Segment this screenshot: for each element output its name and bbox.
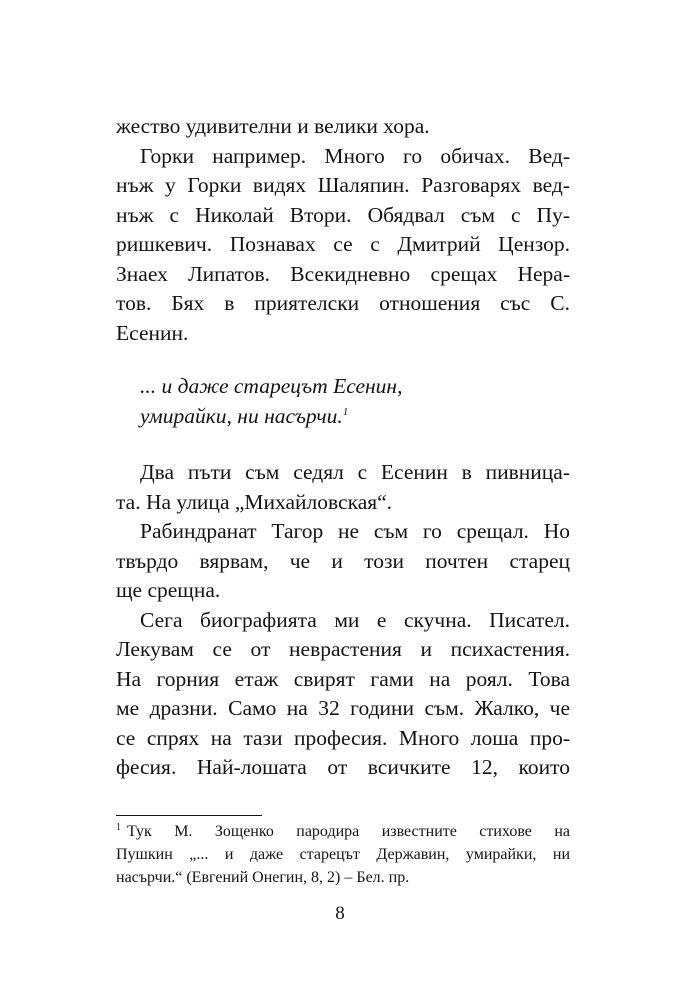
- footnote-reference: 1: [342, 405, 349, 418]
- text-line: фесия. Най-лошата от всичките 12, които: [116, 755, 570, 779]
- text-line: Лекувам се от неврастения и психастения.: [116, 637, 570, 661]
- text-line: тов. Бях в приятелски отношения със С.: [116, 291, 570, 315]
- verse-quote: [140, 372, 402, 431]
- text-line: нъж с Николай Втори. Обядвал съм с Пу-: [116, 202, 570, 227]
- footnote: [116, 820, 570, 889]
- text-line: нъж у Горки видях Шаляпин. Разговарях вед-: [116, 173, 570, 197]
- text-line: Горки например. Много го обичах. Вед-: [140, 143, 570, 168]
- text-line: Сега биографията ми е скучна. Писател.: [140, 607, 570, 632]
- quote-line-last: [140, 402, 402, 432]
- text-line: ме дразни. Само на 32 години съм. Жалко, че: [116, 696, 570, 720]
- text-line: се спрях на тази професия. Много лоша про-: [116, 725, 570, 750]
- footnote-divider: [116, 815, 262, 816]
- text-line: та. На улица „Михайловская“.: [116, 489, 393, 514]
- footnote-text: Тук М. Зощенко пародира известните стихове на: [127, 823, 570, 840]
- text-line: Есенин.: [116, 320, 189, 345]
- text-line: жество удивителни и велики хора.: [116, 114, 430, 138]
- text-line: ришкевич. Познавах се с Дмитрий Цензор.: [116, 232, 570, 256]
- quote-line-text: умирайки, ни насърчи.: [140, 403, 343, 428]
- page-number: 8: [335, 903, 345, 924]
- main-text-lower: [116, 458, 570, 783]
- text-line: На горния етаж свирят гами на роял. Това: [116, 666, 570, 691]
- main-text-upper: [116, 112, 570, 348]
- text-line: Знаех Липатов. Всекидневно срещах Нера-: [116, 261, 570, 286]
- text-line: Два пъти съм седял с Есенин в пивница-: [140, 460, 570, 484]
- text-line: твърдо вярвам, че и този почтен старец: [116, 548, 570, 573]
- footnote-marker: 1: [116, 821, 121, 833]
- quote-line: ... и даже старецът Есенин,: [140, 374, 403, 398]
- footnote-line: насърчи.“ (Евгений Онегин, 8, 2) – Бел. пр.: [116, 869, 410, 886]
- text-line: ще срещна.: [116, 578, 221, 602]
- footnote-line: Пушкин „... и даже старецът Державин, умирайки, ни: [116, 846, 570, 863]
- footnote-line: [116, 820, 570, 843]
- text-line: Рабиндранат Тагор не съм го срещал. Но: [140, 519, 570, 543]
